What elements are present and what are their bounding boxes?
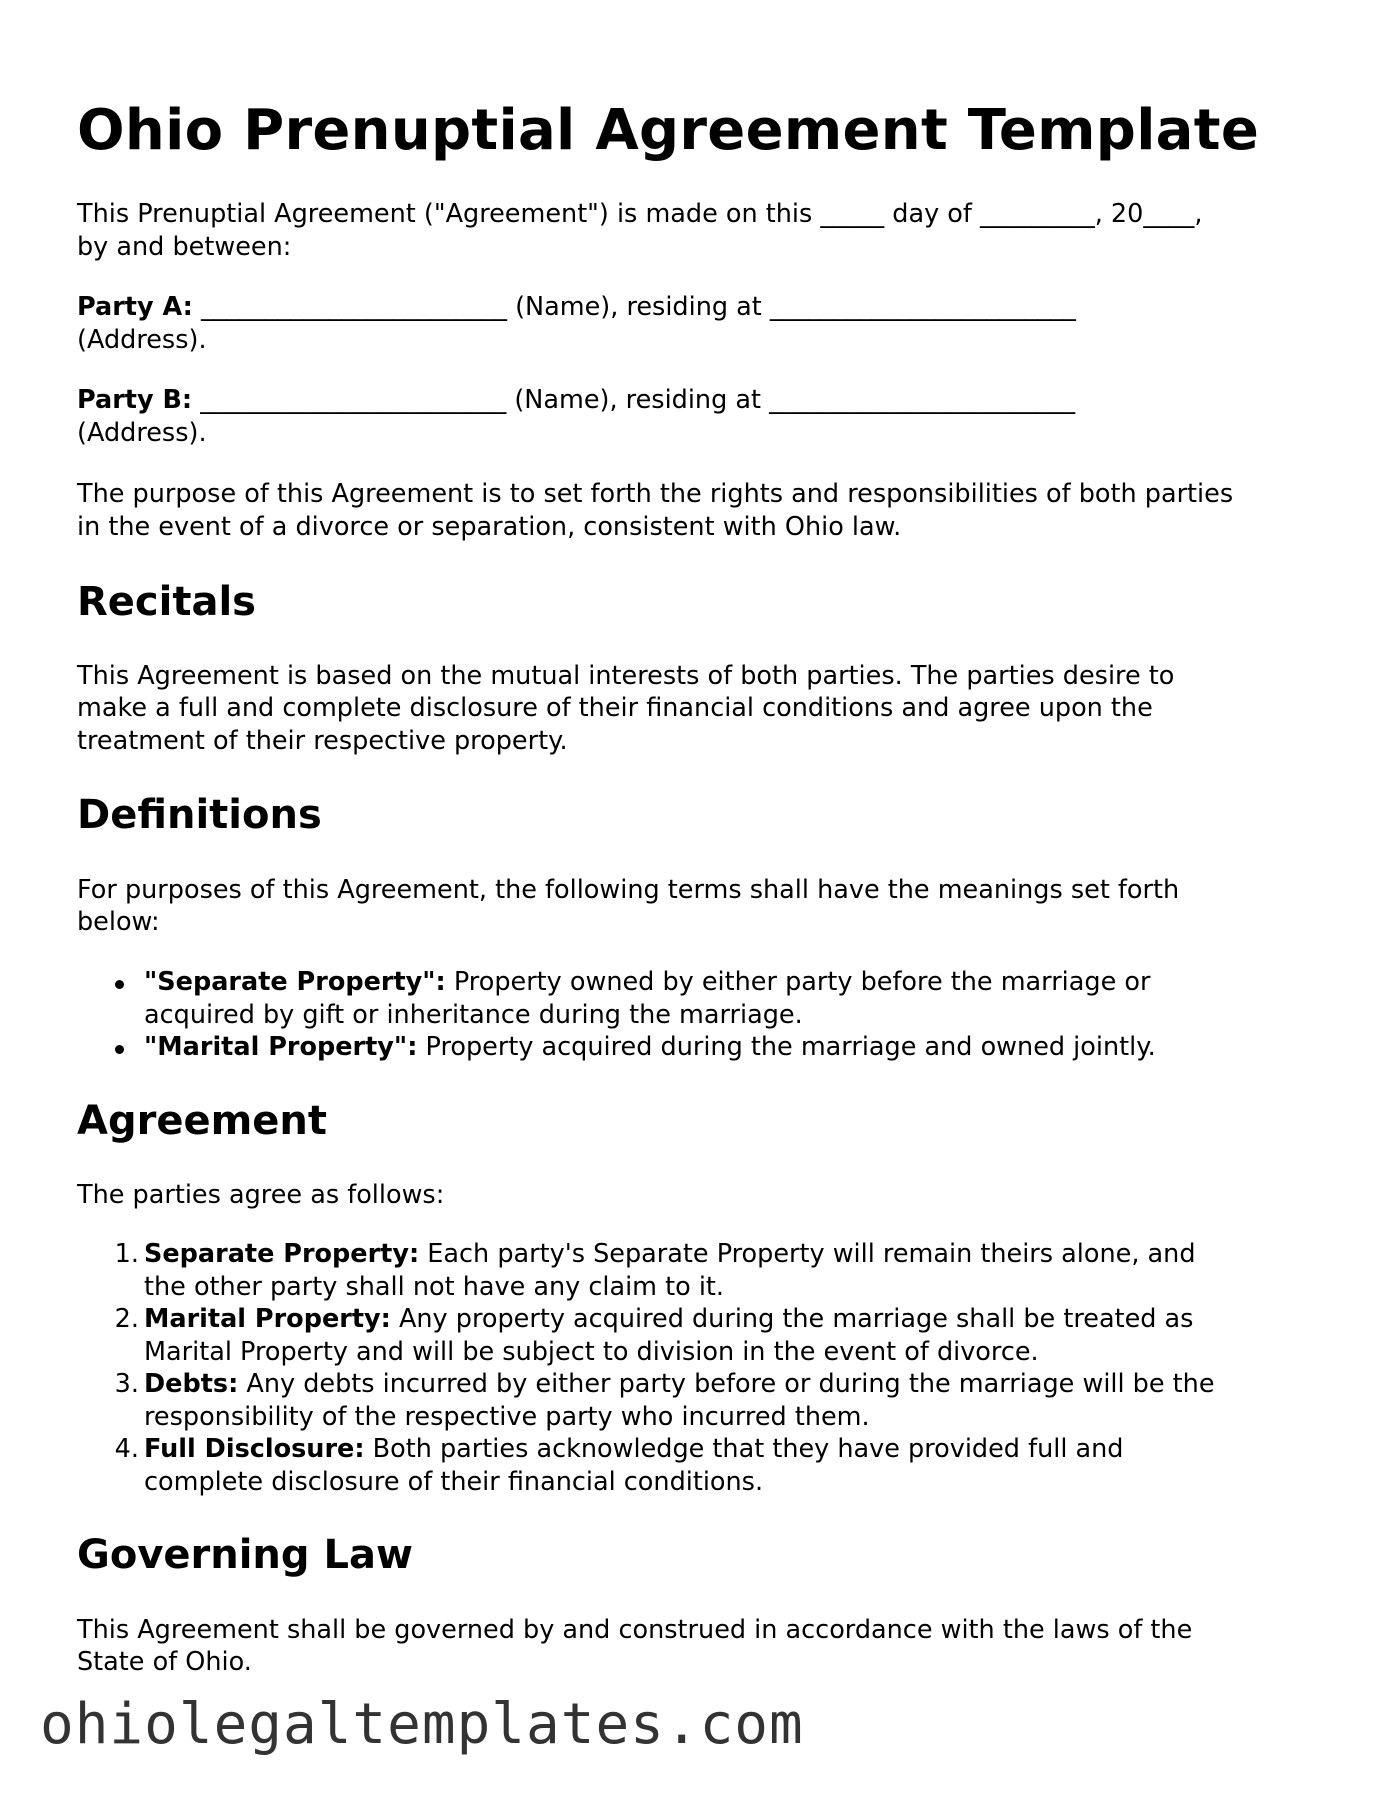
governing-law-line-2: State of Ohio.	[77, 1647, 252, 1677]
agreement-term: Marital Property:	[144, 1304, 391, 1334]
definition-term: "Separate Property":	[144, 967, 446, 997]
agreement-term: Full Disclosure:	[144, 1434, 365, 1464]
party-a-fields: ________________________ (Name), residing at ________________________	[192, 292, 1076, 322]
purpose-line-1: The purpose of this Agreement is to set forth the rights and responsibilities of both parties	[77, 479, 1234, 509]
bullet-icon	[115, 980, 124, 989]
agreement-intro: The parties agree as follows:	[77, 1180, 445, 1210]
definitions-line-2: below:	[77, 907, 160, 937]
agreement-text-continued: complete disclosure of their financial conditions.	[144, 1466, 764, 1497]
item-number: 4.	[114, 1434, 139, 1464]
agreement-term: Separate Property:	[144, 1239, 420, 1269]
item-number: 1.	[114, 1239, 139, 1269]
party-b-fields: ________________________ (Name), residing at ________________________	[192, 385, 1076, 415]
page-title: Ohio Prenuptial Agreement Template	[77, 98, 1260, 163]
agreement-text-continued: responsibility of the respective party who incurred them.	[144, 1401, 870, 1432]
agreement-heading: Agreement	[77, 1098, 327, 1144]
recitals-line-3: treatment of their respective property.	[77, 726, 568, 756]
definition-term: "Marital Property":	[144, 1032, 418, 1062]
party-a-address: (Address).	[77, 325, 207, 355]
party-b-line-1	[77, 384, 1075, 417]
governing-law-line-1: This Agreement shall be governed by and construed in accordance with the laws of the	[77, 1615, 1193, 1645]
intro-line-2: by and between:	[77, 232, 292, 262]
agreement-text: Each party's Separate Property will remain theirs alone, and	[419, 1239, 1196, 1269]
definition-text: Property acquired during the marriage and owned jointly.	[417, 1032, 1156, 1062]
agreement-text: Both parties acknowledge that they have provided full and	[364, 1434, 1124, 1464]
party-a-label: Party A:	[77, 292, 193, 322]
recitals-line-1: This Agreement is based on the mutual interests of both parties. The parties desire to	[77, 661, 1175, 691]
item-number: 2.	[114, 1304, 139, 1334]
party-b-address: (Address).	[77, 418, 207, 448]
party-a-line-1	[77, 291, 1076, 324]
agreement-text: Any debts incurred by either party before or during the marriage will be the	[238, 1369, 1215, 1399]
recitals-heading: Recitals	[77, 579, 256, 625]
party-b-label: Party B:	[77, 385, 193, 415]
definition-text-continued: acquired by gift or inheritance during the marriage.	[144, 999, 803, 1030]
purpose-line-2: in the event of a divorce or separation, consistent with Ohio law.	[77, 512, 902, 542]
agreement-text-continued: Marital Property and will be subject to division in the event of divorce.	[144, 1336, 1039, 1367]
agreement-text: Any property acquired during the marriage shall be treated as	[390, 1304, 1194, 1334]
intro-line-1: This Prenuptial Agreement ("Agreement") is made on this _____ day of _________, 20____,	[77, 199, 1203, 229]
definitions-line-1: For purposes of this Agreement, the following terms shall have the meanings set forth	[77, 875, 1180, 905]
site-watermark: ohiolegaltemplates.com	[40, 1692, 804, 1757]
governing-law-heading: Governing Law	[77, 1532, 413, 1578]
definitions-heading: Definitions	[77, 792, 322, 838]
recitals-line-2: make a full and complete disclosure of their financial conditions and agree upon the	[77, 693, 1153, 723]
agreement-text-continued: the other party shall not have any claim to it.	[144, 1271, 725, 1302]
definition-text: Property owned by either party before the marriage or	[445, 967, 1151, 997]
agreement-term: Debts:	[144, 1369, 239, 1399]
item-number: 3.	[114, 1369, 139, 1399]
bullet-icon	[115, 1045, 124, 1054]
